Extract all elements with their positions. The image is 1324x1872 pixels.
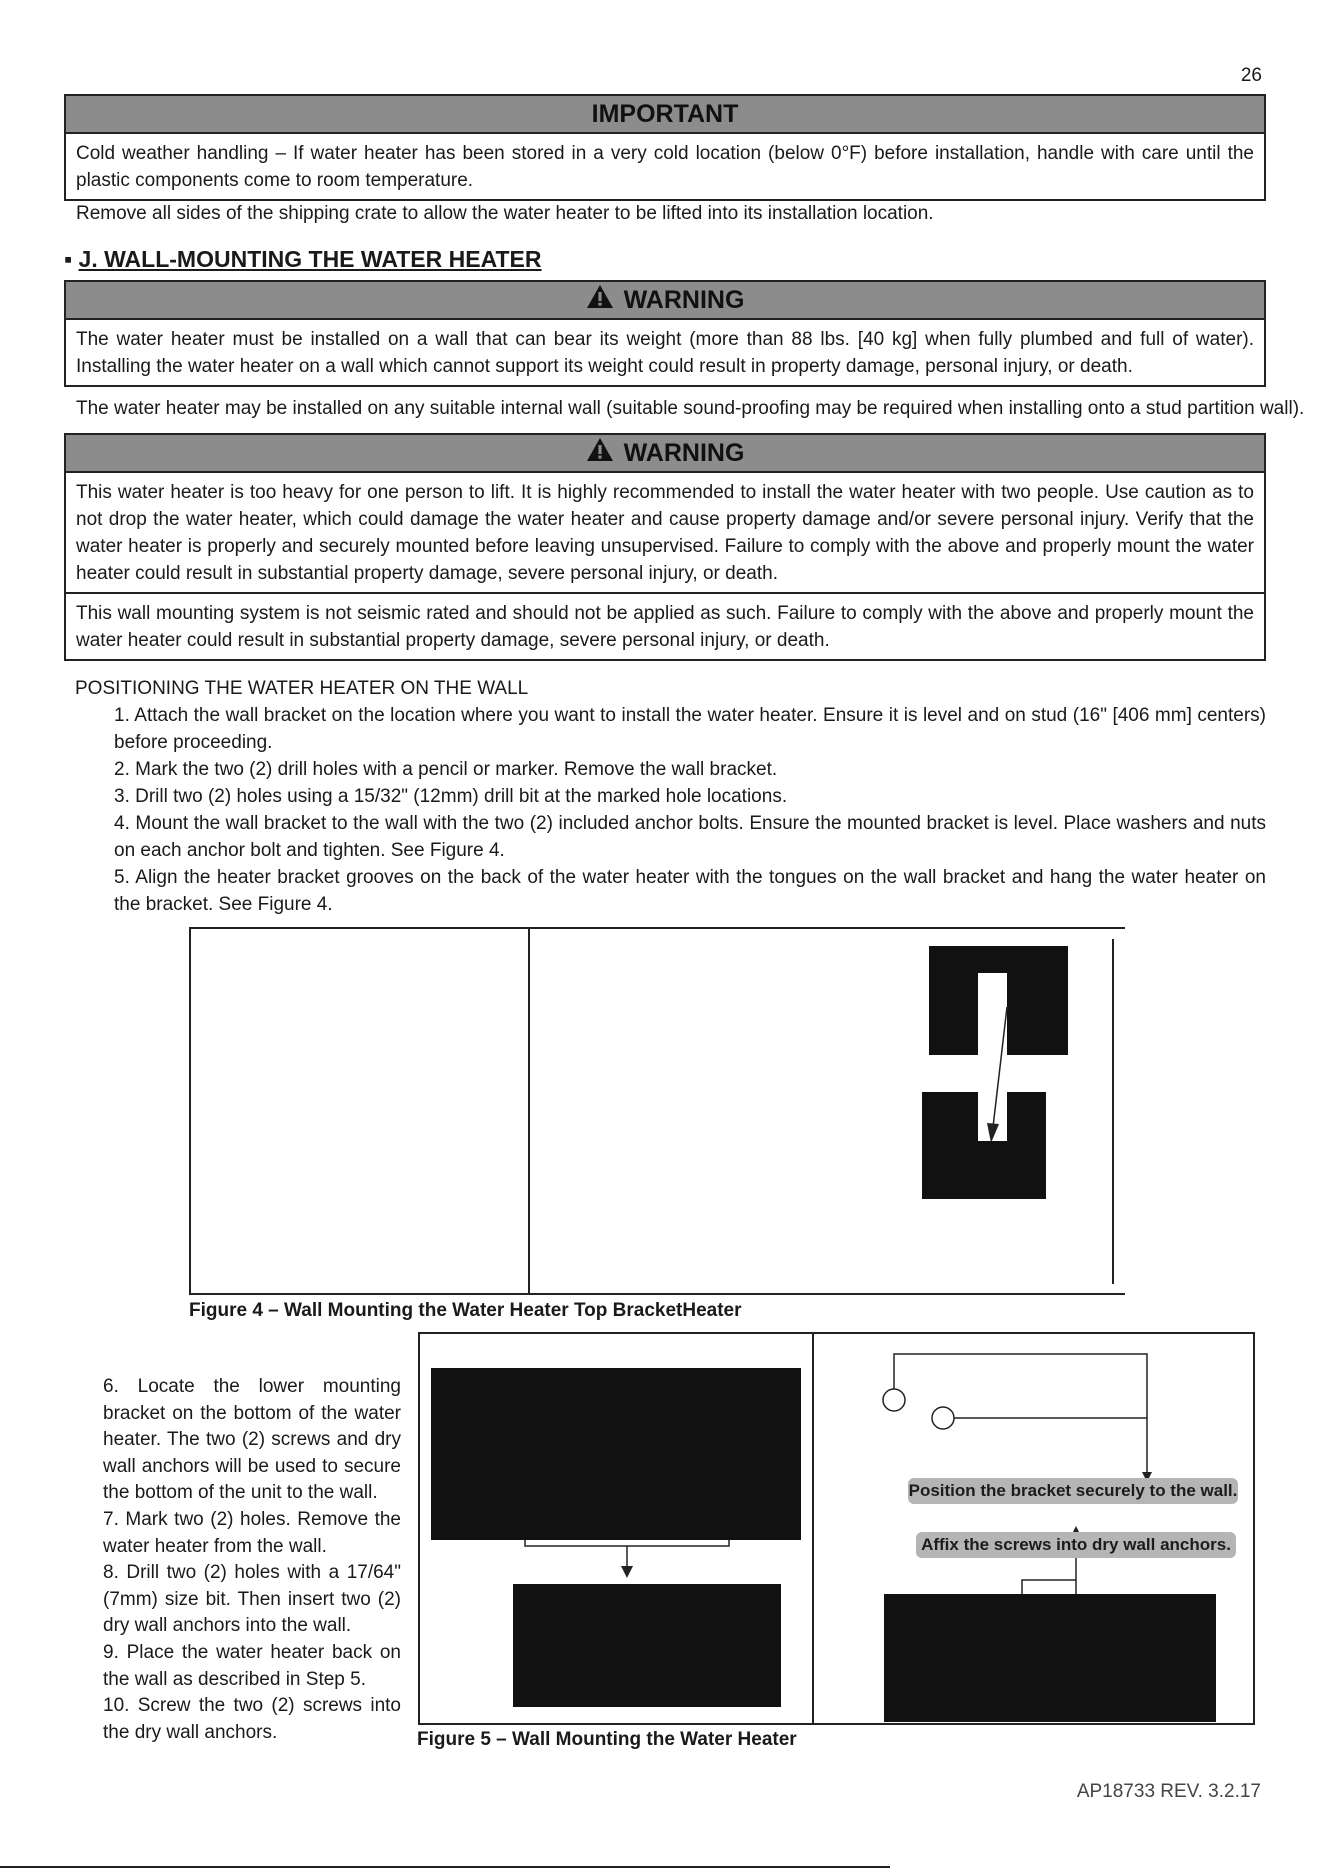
warning-1-text: The water heater must be installed on a wall that can bear its weight (more than 88 lbs. [40 kg] when fully plumbed and full of water). Installing the water heater on a wall which cannot support its weight could result in property damage, personal injury, or death.	[76, 329, 1254, 377]
warning-1-header-bar	[66, 282, 1264, 320]
important-header: IMPORTANT	[66, 96, 1264, 134]
positioning-heading: POSITIONING THE WATER HEATER ON THE WALL	[75, 678, 529, 699]
lower-step-9: 9. Place the water heater back on the wall as described in Step 5.	[103, 1641, 401, 1690]
lower-bracket-image	[513, 1584, 781, 1707]
positioning-step-1: 1. Attach the wall bracket on the location where you want to install the water heater. Ensure it is level and on stud (16" [406 mm] centers) before proceeding.	[114, 705, 1266, 753]
screw-hole-circle	[932, 1407, 954, 1429]
lower-step-7: 7. Mark two (2) holes. Remove the water heater from the wall.	[103, 1508, 401, 1557]
bracket-diagram	[189, 927, 1129, 1295]
position-bracket-label: Position the bracket securely to the wall.	[908, 1478, 1238, 1504]
page-number: 26	[1240, 65, 1262, 86]
section-heading	[64, 246, 542, 273]
figure-5-caption: Figure 5 – Wall Mounting the Water Heater	[417, 1729, 797, 1750]
important-box	[64, 94, 1266, 201]
lower-step-8: 8. Drill two (2) holes with a 17/64" (7mm) size bit. Then insert two (2) dry wall anchors into the wall.	[103, 1562, 401, 1637]
arrow-head	[987, 1123, 999, 1143]
section-title: J. WALL-MOUNTING THE WATER HEATER	[78, 246, 542, 272]
mounted-bracket-image	[884, 1594, 1216, 1722]
affix-screws-label: Affix the screws into dry wall anchors.	[916, 1532, 1236, 1558]
warning-triangle-icon	[586, 436, 614, 472]
figure-4	[189, 927, 1129, 1295]
warning-2-text-1: This water heater is too heavy for one person to lift. It is highly recommended to install the water heater with two people. Use caution as to not drop the water heater, which could damage the water heater and cause property damage and/or severe personal injury. Verify that the water heater is properly and securely mounted before leaving unsupervised. Failure to comply with the above and properly mount the water heater could result in substantial property damage, severe personal injury, or death.	[76, 482, 1254, 584]
wall-note: The water heater may be installed on any suitable internal wall (suitable sound-proofing may be required when installing onto a stud partition wall).	[76, 398, 1305, 419]
warning-2-header: WARNING	[623, 439, 745, 467]
screw-hole-circle	[883, 1389, 905, 1411]
crate-note: Remove all sides of the shipping crate to allow the water heater to be lifted into its installation location.	[76, 203, 934, 224]
lower-step-10: 10. Screw the two (2) screws into the dry wall anchors.	[103, 1695, 401, 1743]
positioning-step-2: 2. Mark the two (2) drill holes with a pencil or marker. Remove the wall bracket.	[114, 759, 778, 780]
figure-4-caption: Figure 4 – Wall Mounting the Water Heater Top BracketHeater	[189, 1300, 742, 1321]
positioning-step-3: 3. Drill two (2) holes using a 15/32" (12mm) drill bit at the marked hole locations.	[114, 786, 788, 807]
lower-step-6: 6. Locate the lower mounting bracket on the bottom of the water heater. The two (2) screws and dry wall anchors will be used to secure the bottom of the unit to the wall.	[103, 1376, 401, 1504]
warning-2-header-bar	[66, 435, 1264, 473]
arrow-diagram	[420, 1334, 810, 1594]
wall-bracket-shape	[922, 1092, 1046, 1199]
figure-5	[418, 1332, 1255, 1725]
positioning-step-5: 5. Align the heater bracket grooves on the back of the water heater with the tongues on the wall bracket and hang the water heater on the bracket. See Figure 4.	[114, 867, 1266, 915]
section-bullet: ▪	[64, 246, 73, 272]
warning-triangle-icon	[586, 283, 614, 319]
document-revision: AP18733 REV. 3.2.17	[1076, 1781, 1261, 1802]
heater-bracket-shape	[929, 946, 1068, 1055]
positioning-step-4: 4. Mount the wall bracket to the wall with the two (2) included anchor bolts. Ensure the mounted bracket is level. Place washers and nuts on each anchor bolt and tighten. See Figure 4.	[114, 813, 1266, 861]
warning-box-1	[64, 280, 1266, 387]
important-text: Cold weather handling – If water heater has been stored in a very cold location (below 0°F) before installation, handle with care until the plastic components come to room temperature.	[76, 143, 1254, 191]
warning-1-header: WARNING	[623, 286, 745, 314]
bottom-rule	[0, 1866, 890, 1868]
lower-steps	[103, 1374, 401, 1746]
warning-box-2	[64, 433, 1266, 661]
warning-2-text-2: This wall mounting system is not seismic rated and should not be applied as such. Failure to comply with the above and properly mount the water heater could result in substantial property damage, severe personal injury, or death.	[76, 603, 1254, 651]
